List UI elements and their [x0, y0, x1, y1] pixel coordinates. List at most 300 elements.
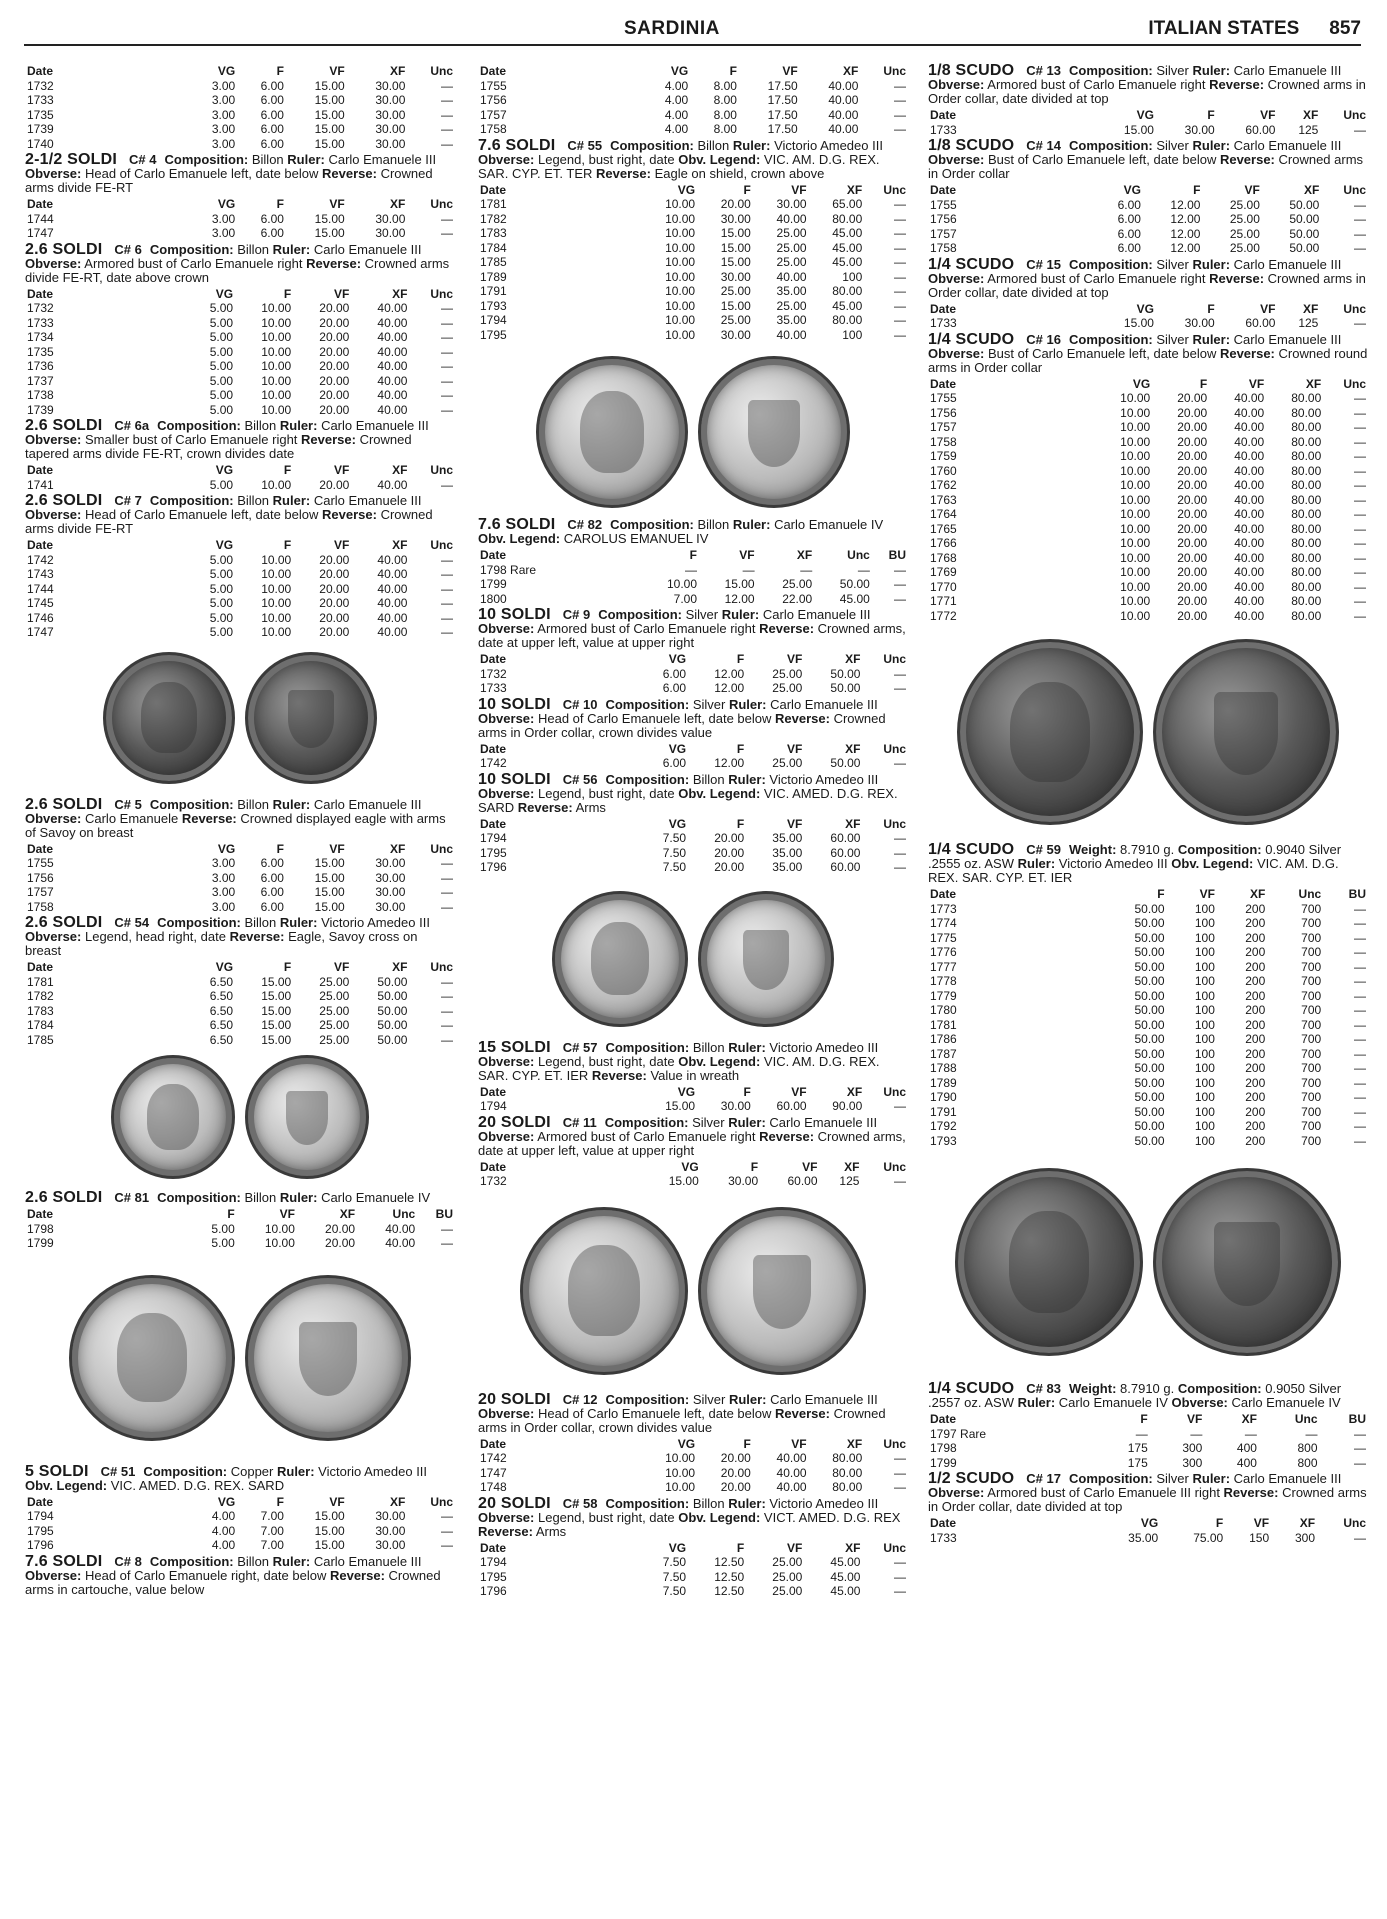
price-cell: 50.00 — [830, 681, 861, 695]
price-cell: 40.00 — [1234, 579, 1265, 594]
price-cell: 45.00 — [830, 1569, 861, 1584]
coin-obverse-image — [957, 639, 1143, 825]
price-cell: — — [1354, 122, 1366, 137]
price-cell: 10.00 — [665, 298, 696, 313]
price-cell: 200 — [1245, 901, 1266, 916]
table-row — [478, 860, 908, 875]
column-header: XF — [1305, 376, 1322, 391]
date-cell: 1781 — [930, 1017, 957, 1032]
price-cell: 20.00 — [1177, 478, 1208, 492]
catalog-number: C# 83 — [1026, 1381, 1061, 1396]
catalog-entry — [478, 1494, 908, 1599]
date-cell: 1781 — [27, 974, 54, 989]
column-header: Unc — [430, 960, 453, 974]
description-text: Weight: 8.7910 g. Composition: 0.9040 Silver .2555 oz. ASW Ruler: Victorio Amedeo III Obv. Legend: VIC. AM. D.G. REX. SAR. CYP. ET. IER — [928, 842, 1342, 885]
column-header: F — [736, 741, 745, 756]
date-cell: 1743 — [27, 567, 54, 581]
price-cell: 50.00 — [1289, 212, 1320, 226]
price-cell: 10.00 — [261, 344, 292, 359]
price-cell: — — [441, 1018, 453, 1032]
description-text: Composition: Billon Ruler: Carlo Emanuele III Obverse: Head of Carlo Emanuele right, date below Reverse: Crowned arms in cartouche, value below — [25, 1553, 441, 1597]
date-cell: 1789 — [930, 1075, 957, 1090]
catalog-number: C# 14 — [1026, 138, 1061, 153]
price-cell: 80.00 — [1291, 478, 1322, 492]
table-row — [928, 1003, 1368, 1018]
price-cell: 15.00 — [314, 211, 345, 226]
coin-reverse-image — [245, 1055, 369, 1179]
table-row — [928, 316, 1368, 331]
column-header: Unc — [1294, 1412, 1318, 1426]
date-cell: 1733 — [930, 122, 957, 137]
column-header: XF — [390, 197, 406, 211]
catalog-entry — [928, 1472, 1368, 1545]
price-cell: — — [441, 870, 453, 885]
price-cell: 200 — [1245, 1090, 1266, 1104]
catalog-number: C# 11 — [562, 1114, 597, 1130]
coin-obverse-image — [955, 1168, 1143, 1356]
catalog-number: C# 13 — [1026, 63, 1061, 78]
price-cell: — — [894, 591, 906, 606]
price-cell: 20.00 — [319, 567, 350, 581]
price-cell: 80.00 — [1291, 608, 1322, 623]
table-row — [928, 123, 1368, 138]
catalog-entry — [478, 1038, 908, 1114]
column-header: F — [689, 548, 697, 562]
denomination: 2.6 SOLDI — [25, 1189, 103, 1206]
column-header: BU — [1348, 1412, 1366, 1426]
price-cell: 40.00 — [828, 107, 859, 122]
price-cell: 100 — [1194, 1061, 1215, 1075]
date-cell: 1758 — [480, 122, 507, 136]
column-header: VG — [215, 286, 234, 301]
entry-description — [928, 139, 1368, 181]
header-right — [1148, 18, 1361, 40]
price-cell: 5.00 — [209, 477, 234, 492]
price-cell: 3.00 — [211, 856, 236, 870]
price-cell: 40.00 — [776, 211, 807, 226]
column-header: XF — [846, 182, 863, 197]
column-header: VF — [786, 741, 803, 756]
column-header: Date — [27, 463, 54, 477]
price-cell: 45.00 — [832, 226, 863, 240]
coin-photo-pair — [25, 1055, 455, 1179]
price-cell: 40.00 — [1234, 449, 1265, 463]
catalog-number: C# 15 — [1026, 256, 1061, 272]
price-cell: 200 — [1245, 916, 1266, 930]
date-cell: 1755 — [930, 391, 957, 405]
price-cell: 40.00 — [377, 610, 408, 625]
date-cell: 1773 — [930, 901, 957, 916]
price-cell: 50.00 — [1134, 988, 1165, 1003]
date-cell: 1742 — [27, 552, 54, 567]
price-cell: 50.00 — [1134, 1061, 1165, 1075]
table-row — [928, 945, 1368, 960]
price-cell: 40.00 — [1234, 405, 1265, 420]
price-cell: 3.00 — [211, 136, 236, 151]
price-cell: — — [1354, 197, 1366, 212]
column-header: VF — [333, 538, 350, 552]
price-cell: 50.00 — [1289, 197, 1320, 212]
table-row — [25, 1509, 455, 1524]
denomination: 7.6 SOLDI — [478, 516, 556, 533]
price-cell: 5.00 — [209, 581, 234, 596]
column-header: XF — [843, 64, 859, 78]
column-header: Date — [930, 1412, 957, 1426]
price-cell: 40.00 — [377, 359, 408, 373]
arms-motif — [299, 1322, 357, 1396]
date-cell: 1776 — [930, 945, 957, 959]
table-row — [25, 212, 455, 227]
price-cell: 10.00 — [1120, 391, 1151, 405]
price-cell: 15.00 — [314, 93, 345, 107]
price-cell: 20.00 — [720, 1451, 751, 1465]
column-header: F — [750, 1159, 759, 1174]
column-header: F — [743, 182, 751, 197]
price-table — [478, 183, 908, 343]
price-cell: — — [894, 1584, 906, 1598]
price-cell: 100 — [1194, 959, 1215, 974]
catalog-entry — [478, 1113, 908, 1189]
price-cell: — — [1244, 1426, 1257, 1441]
price-cell: 60.00 — [830, 845, 861, 860]
column-header: Unc — [392, 1207, 416, 1221]
denomination: 1/4 SCUDO — [928, 841, 1015, 858]
price-cell: 20.00 — [1177, 391, 1208, 405]
price-cell: 25.00 — [1229, 226, 1260, 241]
price-cell: 10.00 — [1120, 579, 1151, 594]
denomination: 2.6 SOLDI — [25, 417, 103, 434]
price-cell: 200 — [1245, 1133, 1266, 1148]
column-header: BU — [1348, 887, 1366, 901]
price-cell: 40.00 — [1234, 434, 1265, 449]
price-cell: 40.00 — [377, 301, 408, 315]
price-cell: 25.00 — [1229, 241, 1260, 255]
column-header: VF — [786, 1540, 803, 1555]
price-cell: 6.00 — [260, 856, 284, 870]
description-text: Composition: Silver Ruler: Carlo Emanuele III Obverse: Armored bust of Carlo Emanuele right Reverse: Crowned arms, date at upper left, value at upper right — [478, 1114, 906, 1158]
column-header: Date — [930, 183, 957, 197]
table-row — [928, 1427, 1368, 1442]
price-cell: 75.00 — [1193, 1530, 1224, 1545]
price-cell: 3.00 — [211, 93, 236, 107]
price-table — [25, 463, 455, 492]
price-cell: 8.00 — [713, 93, 737, 107]
date-cell: 1741 — [27, 477, 54, 492]
price-cell: 40.00 — [1234, 594, 1265, 608]
column-header: VG — [215, 538, 234, 552]
price-cell: 50.00 — [1289, 241, 1320, 255]
price-cell: 15.00 — [261, 1018, 292, 1032]
price-cell: 10.00 — [665, 197, 696, 211]
portrait-motif — [568, 1245, 639, 1336]
portrait-motif — [580, 391, 644, 473]
price-cell: — — [441, 477, 453, 492]
price-cell: 175 — [1127, 1441, 1148, 1455]
price-cell: 35.00 — [776, 313, 807, 327]
column-header: F — [1207, 108, 1215, 122]
column-header: XF — [1241, 1412, 1257, 1426]
denomination: 1/4 SCUDO — [928, 330, 1015, 348]
price-cell: — — [441, 1221, 453, 1236]
price-cell: 700 — [1301, 1119, 1322, 1133]
price-cell: 10.00 — [1120, 608, 1151, 623]
price-cell: 100 — [842, 327, 863, 342]
catalog-entry — [478, 695, 908, 771]
price-cell: 30.00 — [375, 211, 406, 226]
price-cell: 40.00 — [377, 477, 408, 492]
coin-photo-pair — [25, 1275, 455, 1441]
price-cell: 15.00 — [314, 107, 345, 122]
arms-motif — [748, 400, 801, 467]
price-cell: 15.00 — [314, 870, 345, 885]
description-text: Composition: Silver Ruler: Carlo Emanuele III Obverse: Head of Carlo Emanuele left, date below Reverse: Crowned arms in Order collar, crown divides value — [478, 696, 886, 740]
price-cell: 80.00 — [1291, 521, 1322, 536]
description-text: Composition: Silver Ruler: Carlo Emanuele III Obverse: Armored bust of Carlo Emanuele III right Reverse: Crowned arms in Order collar, date divided at top — [928, 1471, 1367, 1514]
price-cell: 5.00 — [209, 330, 234, 344]
price-table — [478, 817, 908, 875]
price-cell: 10.00 — [261, 373, 292, 388]
price-cell: — — [1354, 1090, 1366, 1104]
column-header: Unc — [430, 64, 453, 78]
price-table — [478, 1160, 908, 1189]
description-text: Composition: Billon Ruler: Carlo Emanuele IV — [157, 1190, 431, 1205]
price-cell: 50.00 — [1134, 974, 1165, 988]
date-cell: 1800 — [480, 591, 507, 606]
price-cell: 40.00 — [377, 552, 408, 567]
table-row — [25, 226, 455, 241]
price-cell: 700 — [1301, 1046, 1322, 1061]
table-row — [478, 831, 908, 846]
price-cell: 35.00 — [1128, 1530, 1159, 1545]
catalog-entry — [928, 64, 1368, 137]
date-cell: 1758 — [930, 434, 957, 449]
column-header: Unc — [430, 286, 453, 301]
price-cell: 100 — [842, 269, 863, 284]
table-row — [25, 553, 455, 568]
date-cell: 1793 — [930, 1133, 957, 1148]
price-cell: 7.50 — [662, 845, 687, 860]
price-cell: 10.00 — [665, 269, 696, 284]
price-cell: 6.50 — [209, 1003, 234, 1018]
price-cell: 50.00 — [1134, 916, 1165, 930]
date-cell: 1779 — [930, 988, 957, 1003]
date-cell: 1733 — [930, 316, 957, 330]
price-cell: 3.00 — [211, 78, 236, 93]
coin-photo-pair — [928, 639, 1368, 825]
price-cell: 700 — [1301, 1032, 1322, 1046]
date-cell: 1788 — [930, 1061, 957, 1075]
catalog-entry — [928, 1382, 1368, 1470]
table-row — [478, 846, 908, 861]
catalog-entry — [478, 136, 908, 343]
price-cell: — — [1354, 1003, 1366, 1017]
price-cell: 40.00 — [1234, 420, 1265, 434]
table-row — [928, 507, 1368, 522]
price-cell: 30.00 — [375, 93, 406, 107]
entry-description — [25, 494, 455, 536]
price-cell: 80.00 — [1291, 594, 1322, 608]
price-cell: — — [441, 1236, 453, 1250]
date-cell: 1795 — [480, 327, 507, 342]
price-cell: 400 — [1236, 1441, 1257, 1455]
entry-description — [25, 240, 455, 285]
price-cell: 80.00 — [832, 1451, 863, 1465]
price-cell: 5.00 — [211, 1221, 235, 1236]
date-cell: 1794 — [27, 1509, 54, 1523]
date-cell: 1744 — [27, 581, 54, 596]
table-row — [478, 1451, 908, 1466]
price-cell: — — [1354, 226, 1366, 241]
price-cell: 50.00 — [377, 974, 408, 989]
column-header: Date — [930, 376, 957, 391]
table-row — [928, 522, 1368, 537]
column-3 — [928, 62, 1368, 1545]
price-cell: — — [894, 562, 906, 577]
price-cell: 200 — [1245, 1046, 1266, 1061]
column-header: Unc — [430, 197, 453, 211]
coin-obverse-image — [536, 356, 688, 508]
date-cell: 1782 — [480, 211, 507, 226]
price-cell: 40.00 — [1234, 521, 1265, 536]
price-cell: 30.00 — [720, 269, 751, 284]
table-row — [25, 596, 455, 611]
price-cell: — — [1354, 1017, 1366, 1032]
column-header: VF — [786, 816, 803, 831]
price-table — [928, 183, 1368, 256]
price-cell: 10.00 — [1120, 536, 1151, 550]
price-cell: 50.00 — [1134, 1032, 1165, 1046]
date-cell: 1737 — [27, 373, 54, 388]
table-row — [478, 313, 908, 328]
table-row — [25, 79, 455, 94]
price-cell: 15.00 — [314, 899, 345, 914]
date-cell: 1799 — [930, 1455, 957, 1470]
price-cell: 20.00 — [319, 330, 350, 344]
price-cell: 15.00 — [261, 989, 292, 1003]
catalog-entry — [25, 916, 455, 1047]
price-cell: 17.50 — [767, 107, 798, 122]
price-cell: 7.00 — [260, 1538, 284, 1552]
price-cell: 6.00 — [260, 899, 284, 914]
price-cell: 4.00 — [664, 78, 689, 93]
price-cell: 8.00 — [713, 107, 737, 122]
price-cell: 40.00 — [1234, 550, 1265, 565]
price-cell: 6.00 — [1117, 212, 1141, 226]
date-cell: 1735 — [27, 107, 54, 122]
catalog-number: C# 58 — [562, 1495, 598, 1511]
price-cell: 300 — [1182, 1441, 1203, 1455]
date-cell: 1794 — [480, 831, 507, 845]
price-cell: 7.50 — [662, 1569, 687, 1584]
price-cell: — — [1135, 1426, 1148, 1441]
coin-photo-pair — [478, 1207, 908, 1375]
table-row — [25, 885, 455, 900]
denomination: 1/4 SCUDO — [928, 255, 1015, 273]
catalog-number: C# 9 — [562, 607, 591, 622]
price-cell: 40.00 — [377, 330, 408, 344]
entry-description — [478, 1113, 908, 1158]
price-cell: 50.00 — [1134, 1119, 1165, 1133]
column-header: XF — [392, 463, 408, 477]
table-row — [928, 406, 1368, 421]
price-cell: — — [441, 610, 453, 625]
price-cell: 40.00 — [776, 269, 807, 284]
price-cell: 10.00 — [1120, 449, 1151, 463]
price-cell: 20.00 — [1177, 492, 1208, 507]
price-cell: 200 — [1245, 959, 1266, 974]
column-header: F — [743, 1084, 751, 1099]
price-table — [25, 287, 455, 418]
entry-description — [478, 1038, 908, 1083]
column-header: Unc — [1343, 108, 1366, 122]
column-header: Unc — [430, 1494, 453, 1509]
price-cell: — — [1354, 241, 1366, 255]
price-cell: 100 — [1194, 1075, 1215, 1090]
column-header: Unc — [847, 548, 870, 562]
catalog-entry — [25, 64, 455, 151]
column-2 — [478, 62, 908, 1599]
price-cell: 40.00 — [377, 388, 408, 402]
price-cell: — — [742, 562, 755, 577]
price-cell: 6.50 — [209, 1018, 234, 1032]
date-cell: 1745 — [27, 596, 54, 610]
column-header: VF — [1248, 376, 1265, 391]
price-table — [478, 1085, 908, 1114]
price-cell: 50.00 — [377, 1003, 408, 1018]
catalog-number: C# 5 — [114, 796, 142, 812]
price-cell: 100 — [1194, 1133, 1215, 1148]
description-text: Composition: Billon Ruler: Victorio Amedeo III Obverse: Legend, bust right, date Obv. Legend: VIC. AM. D.G. REX. SAR. CYP. ET. IER Reverse: Value in wreath — [478, 1039, 880, 1083]
table-row — [25, 567, 455, 582]
price-cell: 35.00 — [772, 831, 803, 845]
price-cell: 10.00 — [261, 567, 292, 581]
table-row — [928, 212, 1368, 227]
column-header: XF — [796, 548, 813, 562]
price-cell: 7.00 — [673, 591, 697, 606]
table-row — [928, 391, 1368, 406]
column-header: Date — [27, 64, 54, 78]
price-cell: 700 — [1301, 945, 1322, 959]
price-cell: 10.00 — [261, 581, 292, 596]
price-cell: 5.00 — [209, 625, 234, 639]
price-cell: — — [894, 240, 906, 255]
price-cell: 50.00 — [839, 577, 870, 591]
entry-description — [478, 136, 908, 181]
table-row — [928, 1090, 1368, 1105]
price-cell: — — [1354, 212, 1366, 226]
date-cell: 1747 — [27, 625, 54, 639]
date-cell: 1758 — [27, 899, 54, 914]
price-cell: 700 — [1301, 916, 1322, 930]
column-header: Date — [27, 1207, 54, 1221]
price-cell: — — [441, 899, 453, 914]
denomination: 5 SOLDI — [25, 1462, 89, 1480]
price-cell: 5.00 — [209, 402, 234, 417]
price-cell: 20.00 — [319, 373, 350, 388]
price-cell: 4.00 — [211, 1538, 236, 1552]
price-cell: 10.00 — [261, 315, 292, 330]
table-row — [478, 299, 908, 314]
catalog-number: C# 8 — [114, 1553, 142, 1569]
price-cell: — — [894, 298, 906, 313]
table-row — [478, 592, 908, 607]
price-table — [478, 64, 908, 137]
catalog-number: C# 17 — [1026, 1471, 1061, 1486]
table-row — [928, 916, 1368, 931]
column-header: Unc — [1343, 301, 1366, 316]
price-cell: 25.00 — [720, 284, 751, 298]
price-cell: — — [1354, 463, 1366, 478]
